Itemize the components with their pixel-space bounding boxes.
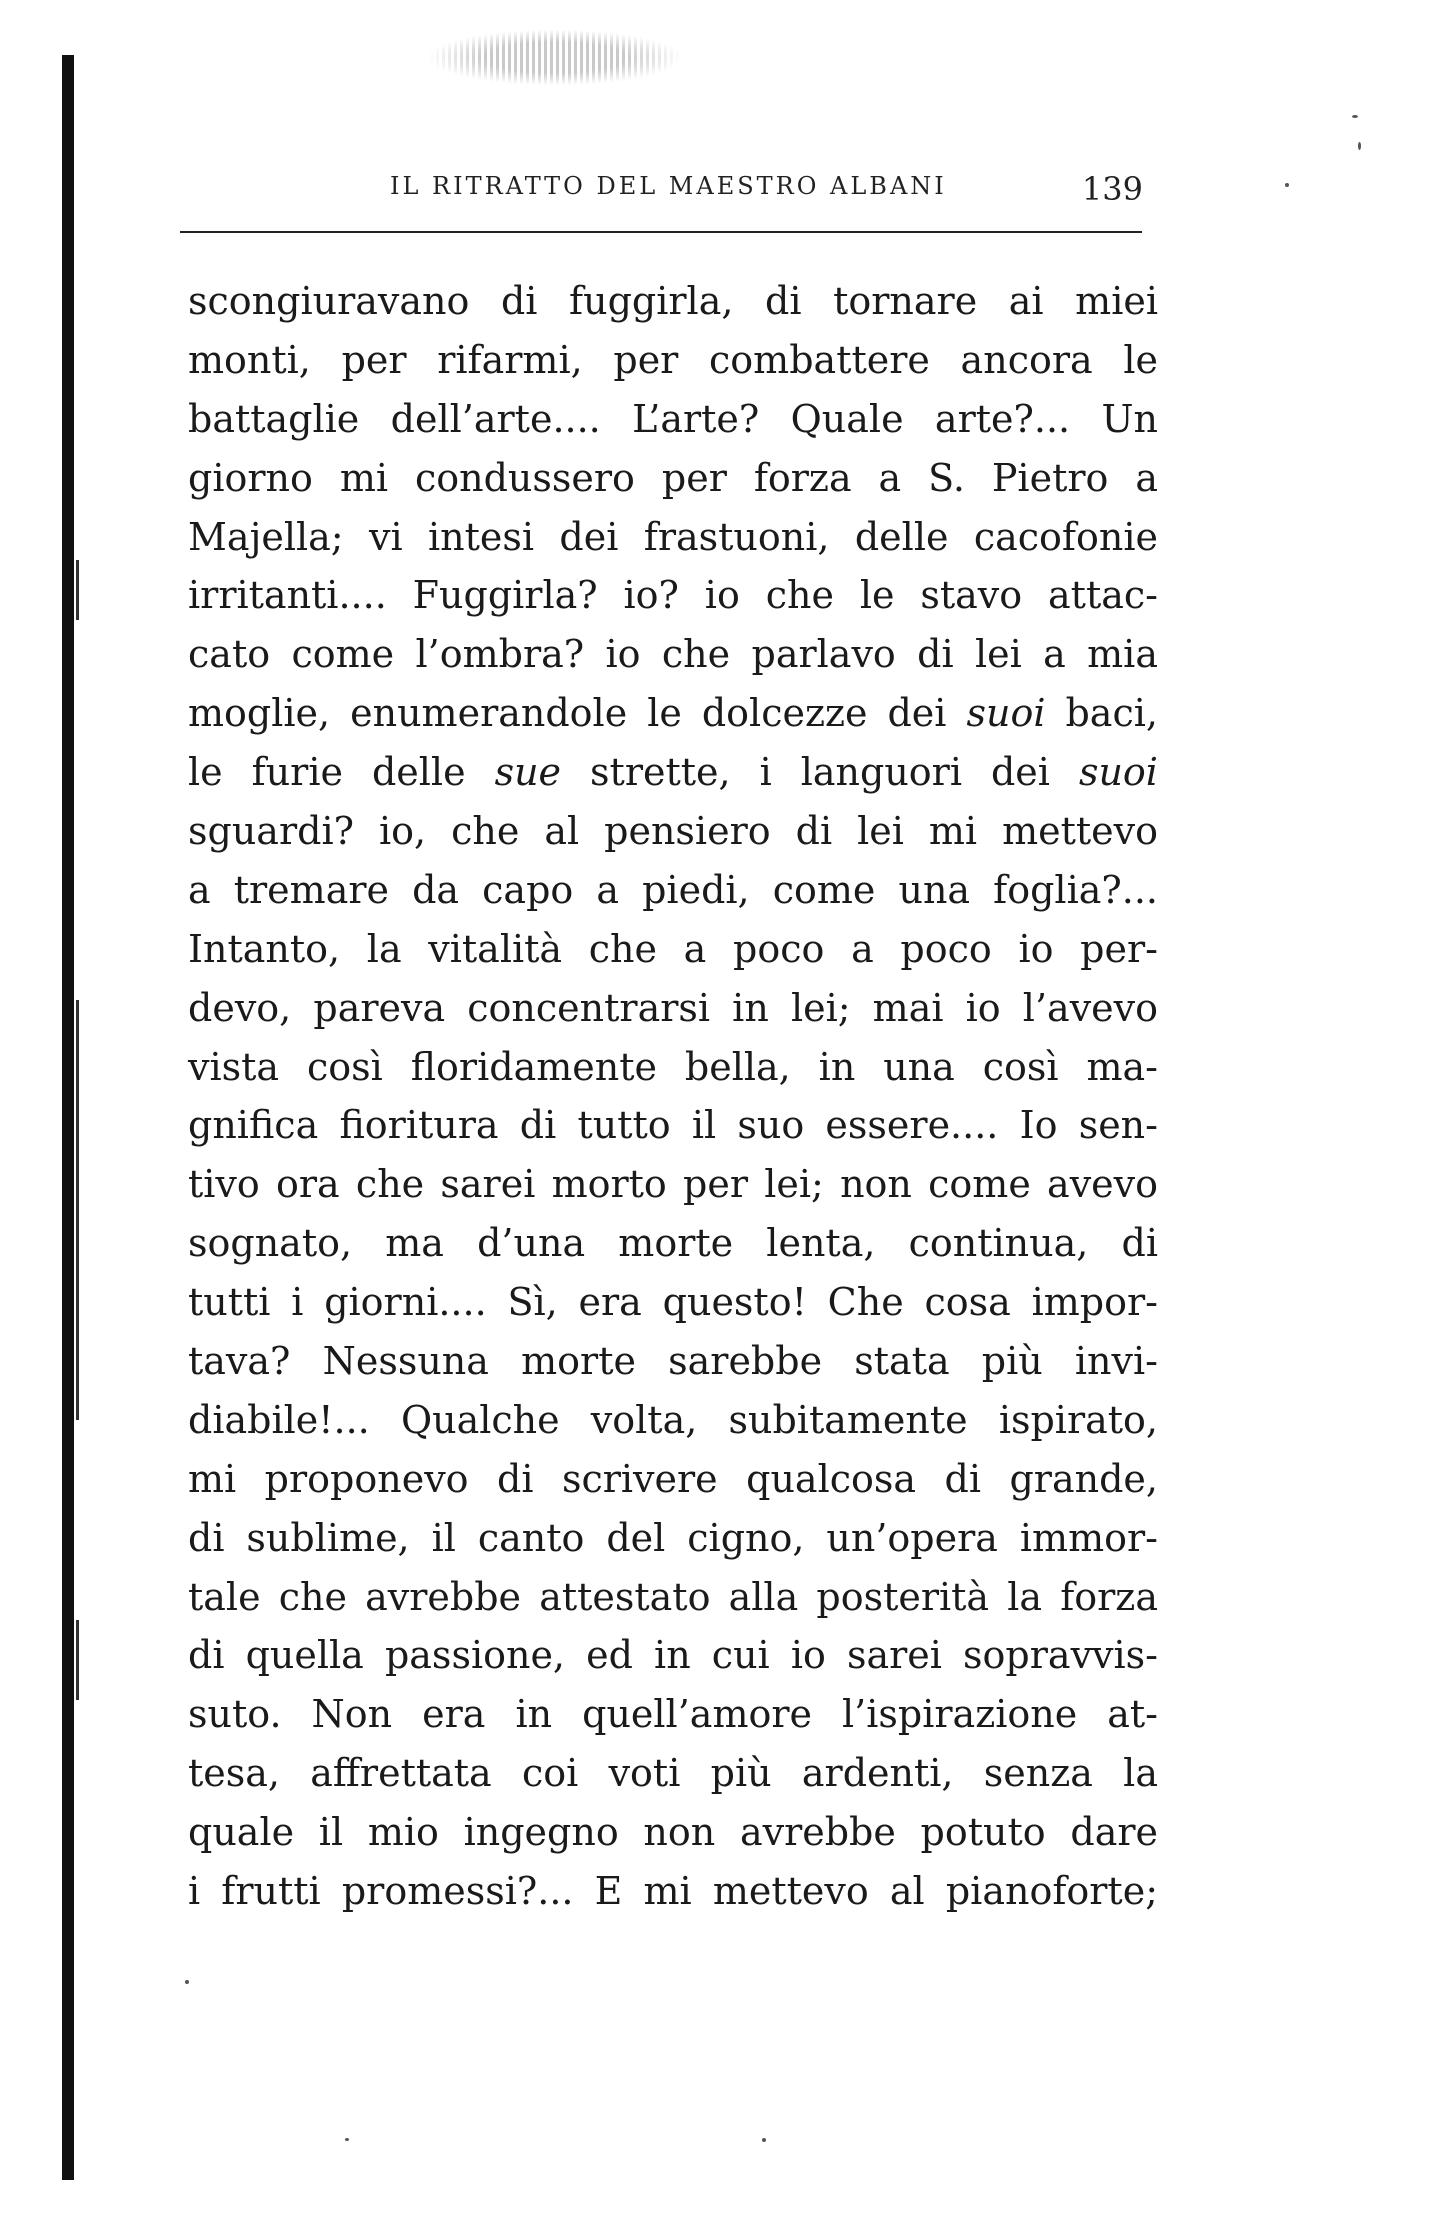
book-binding-edge bbox=[62, 55, 74, 2180]
text-run: strette, i languori dei bbox=[590, 750, 1050, 795]
print-speck bbox=[185, 1980, 189, 1984]
text-line: Intanto, la vitalità che a poco a poco io per- bbox=[188, 926, 1158, 971]
text-run: moglie, enumerandole le dolcezze dei bbox=[188, 691, 947, 736]
text-line: suto. Non era in quell’amore l’ispirazione at- bbox=[188, 1692, 1158, 1737]
print-speck bbox=[1285, 183, 1289, 187]
text-line bbox=[188, 684, 1158, 743]
text-line: monti, per rifarmi, per combattere ancora le bbox=[188, 337, 1158, 382]
text-line: mi proponevo di scrivere qualcosa di grande, bbox=[188, 1456, 1158, 1501]
text-line: a tremare da capo a piedi, come una foglia?... bbox=[188, 867, 1158, 912]
library-stamp-smudge bbox=[430, 30, 680, 85]
page-number: 139 bbox=[1081, 170, 1143, 208]
text-line: diabile!... Qualche volta, subitamente ispirato, bbox=[188, 1397, 1158, 1442]
print-speck bbox=[345, 2138, 349, 2141]
italic-word: sue bbox=[494, 750, 562, 795]
text-line: vista così floridamente bella, in una così ma- bbox=[188, 1044, 1158, 1089]
binding-speck bbox=[76, 1000, 79, 1420]
print-speck bbox=[1358, 142, 1361, 150]
text-line: tava? Nessuna morte sarebbe stata più invi- bbox=[188, 1339, 1158, 1384]
text-line: tutti i giorni.... Sì, era questo! Che cosa impor- bbox=[188, 1280, 1158, 1325]
text-line: gnifica fioritura di tutto il suo essere.... Io sen- bbox=[188, 1103, 1158, 1148]
body-text bbox=[188, 272, 1158, 1921]
text-line: di sublime, il canto del cigno, un’opera immor- bbox=[188, 1515, 1158, 1560]
text-run: baci, bbox=[1065, 691, 1158, 736]
text-line: Majella; vi intesi dei frastuoni, delle cacofonie bbox=[188, 514, 1158, 559]
text-line: quale il mio ingegno non avrebbe potuto dare bbox=[188, 1810, 1158, 1855]
running-title: IL RITRATTO DEL MAESTRO ALBANI bbox=[390, 172, 947, 200]
page-header bbox=[180, 170, 1155, 216]
italic-word: suoi bbox=[1078, 750, 1158, 795]
text-line: i frutti promessi?... E mi mettevo al pianoforte; bbox=[188, 1869, 1158, 1914]
text-line: di quella passione, ed in cui io sarei sopravvis- bbox=[188, 1633, 1158, 1678]
text-line: tivo ora che sarei morto per lei; non come avevo bbox=[188, 1162, 1158, 1207]
print-speck bbox=[762, 2138, 766, 2142]
header-rule bbox=[180, 231, 1142, 233]
text-line: battaglie dell’arte.... L’arte? Quale arte?... Un bbox=[188, 396, 1158, 441]
text-line: sguardi? io, che al pensiero di lei mi mettevo bbox=[188, 809, 1158, 854]
text-line bbox=[188, 743, 1158, 802]
text-line: devo, pareva concentrarsi in lei; mai io l’avevo bbox=[188, 985, 1158, 1030]
binding-speck bbox=[76, 560, 79, 620]
text-line: cato come l’ombra? io che parlavo di lei a mia bbox=[188, 632, 1158, 677]
print-speck bbox=[1352, 115, 1358, 118]
text-run: le furie delle bbox=[188, 750, 466, 795]
text-line: giorno mi condussero per forza a S. Pietro a bbox=[188, 455, 1158, 500]
text-line: tesa, affrettata coi voti più ardenti, senza la bbox=[188, 1751, 1158, 1796]
text-line: tale che avrebbe attestato alla posterità la forza bbox=[188, 1574, 1158, 1619]
text-line: irritanti.... Fuggirla? io? io che le stavo attac- bbox=[188, 573, 1158, 618]
text-line: sognato, ma d’una morte lenta, continua, di bbox=[188, 1221, 1158, 1266]
text-line: scongiuravano di fuggirla, di tornare ai miei bbox=[188, 279, 1158, 323]
binding-speck bbox=[76, 1620, 79, 1700]
italic-word: suoi bbox=[966, 691, 1046, 736]
